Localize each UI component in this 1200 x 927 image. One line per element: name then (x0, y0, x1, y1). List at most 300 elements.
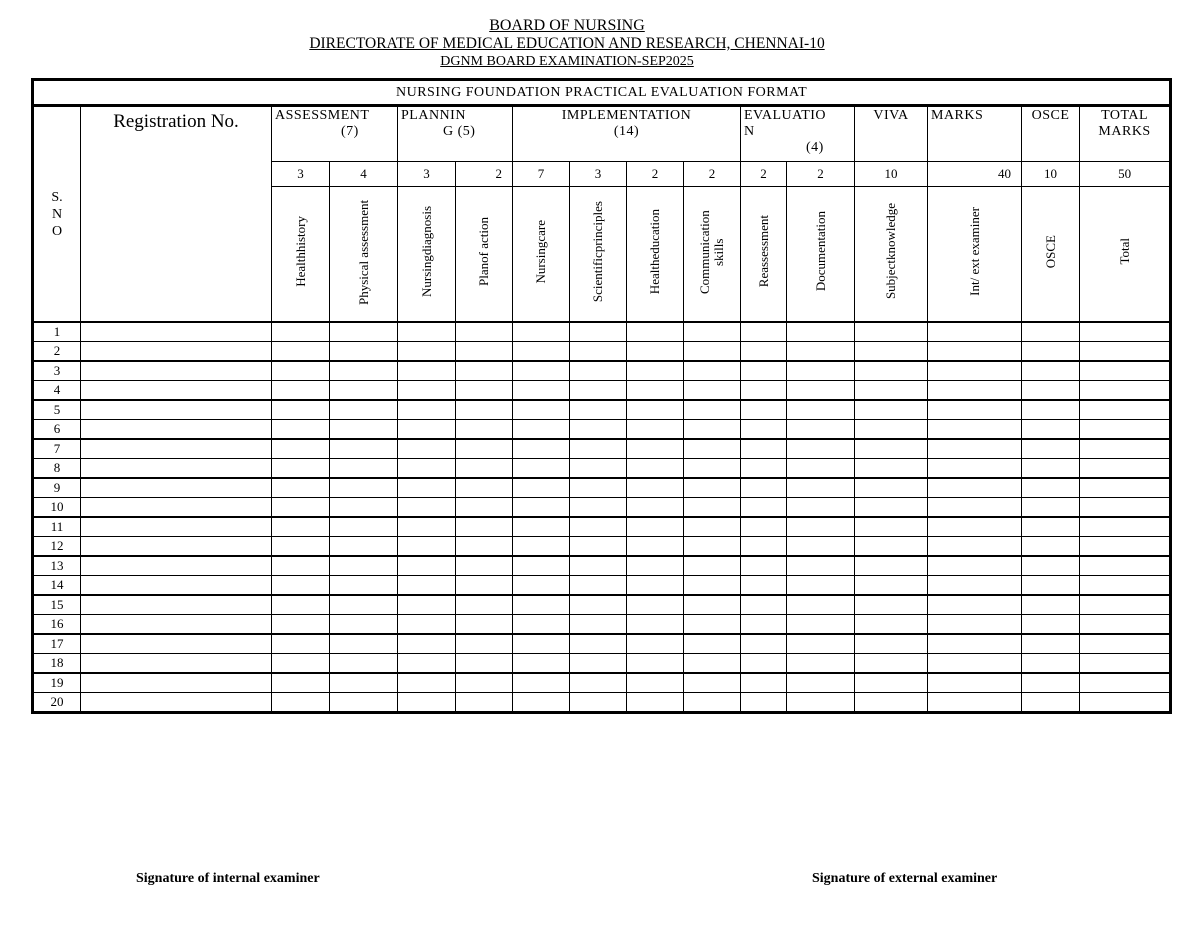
score-cell[interactable] (1022, 498, 1080, 518)
score-cell[interactable] (1080, 556, 1171, 576)
score-cell[interactable] (741, 459, 787, 479)
score-cell[interactable] (1080, 400, 1171, 420)
score-cell[interactable] (1080, 576, 1171, 596)
score-cell[interactable] (456, 439, 513, 459)
score-cell[interactable] (627, 556, 684, 576)
score-cell[interactable] (570, 595, 627, 615)
score-cell[interactable] (1022, 400, 1080, 420)
score-cell[interactable] (741, 478, 787, 498)
score-cell[interactable] (456, 673, 513, 693)
registration-cell[interactable] (81, 381, 272, 401)
score-cell[interactable] (787, 634, 855, 654)
score-cell[interactable] (456, 595, 513, 615)
score-cell[interactable] (787, 556, 855, 576)
score-cell[interactable] (1022, 478, 1080, 498)
score-cell[interactable] (330, 673, 398, 693)
score-cell[interactable] (1080, 459, 1171, 479)
score-cell[interactable] (741, 615, 787, 635)
score-cell[interactable] (1022, 615, 1080, 635)
score-cell[interactable] (928, 556, 1022, 576)
score-cell[interactable] (928, 634, 1022, 654)
score-cell[interactable] (570, 478, 627, 498)
score-cell[interactable] (855, 361, 928, 381)
score-cell[interactable] (1022, 634, 1080, 654)
score-cell[interactable] (855, 556, 928, 576)
score-cell[interactable] (787, 478, 855, 498)
score-cell[interactable] (928, 595, 1022, 615)
score-cell[interactable] (787, 459, 855, 479)
score-cell[interactable] (1022, 693, 1080, 713)
score-cell[interactable] (928, 322, 1022, 342)
score-cell[interactable] (1080, 361, 1171, 381)
score-cell[interactable] (684, 420, 741, 440)
score-cell[interactable] (787, 439, 855, 459)
registration-cell[interactable] (81, 420, 272, 440)
score-cell[interactable] (684, 654, 741, 674)
score-cell[interactable] (272, 556, 330, 576)
score-cell[interactable] (570, 498, 627, 518)
score-cell[interactable] (456, 556, 513, 576)
registration-cell[interactable] (81, 498, 272, 518)
score-cell[interactable] (741, 322, 787, 342)
score-cell[interactable] (272, 439, 330, 459)
score-cell[interactable] (513, 478, 570, 498)
registration-cell[interactable] (81, 576, 272, 596)
score-cell[interactable] (928, 654, 1022, 674)
score-cell[interactable] (330, 556, 398, 576)
score-cell[interactable] (627, 595, 684, 615)
score-cell[interactable] (928, 381, 1022, 401)
score-cell[interactable] (928, 673, 1022, 693)
score-cell[interactable] (330, 361, 398, 381)
score-cell[interactable] (1022, 361, 1080, 381)
score-cell[interactable] (330, 654, 398, 674)
score-cell[interactable] (684, 361, 741, 381)
registration-cell[interactable] (81, 361, 272, 381)
score-cell[interactable] (513, 615, 570, 635)
score-cell[interactable] (398, 576, 456, 596)
score-cell[interactable] (456, 478, 513, 498)
score-cell[interactable] (787, 654, 855, 674)
score-cell[interactable] (627, 673, 684, 693)
score-cell[interactable] (1080, 615, 1171, 635)
score-cell[interactable] (928, 498, 1022, 518)
score-cell[interactable] (787, 673, 855, 693)
score-cell[interactable] (456, 322, 513, 342)
registration-cell[interactable] (81, 693, 272, 713)
score-cell[interactable] (741, 361, 787, 381)
score-cell[interactable] (1022, 576, 1080, 596)
score-cell[interactable] (456, 517, 513, 537)
score-cell[interactable] (1080, 634, 1171, 654)
score-cell[interactable] (398, 498, 456, 518)
score-cell[interactable] (855, 400, 928, 420)
score-cell[interactable] (1022, 381, 1080, 401)
score-cell[interactable] (855, 498, 928, 518)
score-cell[interactable] (741, 498, 787, 518)
score-cell[interactable] (456, 420, 513, 440)
score-cell[interactable] (513, 693, 570, 713)
score-cell[interactable] (1080, 654, 1171, 674)
score-cell[interactable] (398, 615, 456, 635)
score-cell[interactable] (787, 361, 855, 381)
score-cell[interactable] (398, 322, 456, 342)
score-cell[interactable] (456, 498, 513, 518)
score-cell[interactable] (456, 654, 513, 674)
score-cell[interactable] (330, 498, 398, 518)
score-cell[interactable] (570, 381, 627, 401)
score-cell[interactable] (330, 595, 398, 615)
score-cell[interactable] (513, 576, 570, 596)
score-cell[interactable] (855, 673, 928, 693)
score-cell[interactable] (855, 381, 928, 401)
score-cell[interactable] (398, 654, 456, 674)
score-cell[interactable] (272, 693, 330, 713)
score-cell[interactable] (741, 673, 787, 693)
score-cell[interactable] (1022, 420, 1080, 440)
score-cell[interactable] (1080, 537, 1171, 557)
registration-cell[interactable] (81, 537, 272, 557)
score-cell[interactable] (684, 459, 741, 479)
score-cell[interactable] (741, 342, 787, 362)
score-cell[interactable] (627, 381, 684, 401)
score-cell[interactable] (513, 342, 570, 362)
registration-cell[interactable] (81, 439, 272, 459)
registration-cell[interactable] (81, 615, 272, 635)
score-cell[interactable] (684, 595, 741, 615)
score-cell[interactable] (627, 342, 684, 362)
score-cell[interactable] (855, 576, 928, 596)
score-cell[interactable] (570, 439, 627, 459)
registration-cell[interactable] (81, 595, 272, 615)
score-cell[interactable] (787, 537, 855, 557)
score-cell[interactable] (928, 517, 1022, 537)
score-cell[interactable] (398, 400, 456, 420)
score-cell[interactable] (787, 322, 855, 342)
score-cell[interactable] (456, 361, 513, 381)
score-cell[interactable] (330, 537, 398, 557)
score-cell[interactable] (787, 615, 855, 635)
score-cell[interactable] (684, 322, 741, 342)
score-cell[interactable] (684, 537, 741, 557)
score-cell[interactable] (398, 420, 456, 440)
score-cell[interactable] (513, 381, 570, 401)
score-cell[interactable] (928, 459, 1022, 479)
score-cell[interactable] (1022, 439, 1080, 459)
score-cell[interactable] (330, 693, 398, 713)
score-cell[interactable] (330, 478, 398, 498)
score-cell[interactable] (787, 517, 855, 537)
score-cell[interactable] (1022, 517, 1080, 537)
score-cell[interactable] (627, 361, 684, 381)
score-cell[interactable] (330, 439, 398, 459)
score-cell[interactable] (398, 556, 456, 576)
score-cell[interactable] (684, 615, 741, 635)
score-cell[interactable] (928, 439, 1022, 459)
score-cell[interactable] (855, 517, 928, 537)
score-cell[interactable] (741, 517, 787, 537)
score-cell[interactable] (741, 400, 787, 420)
score-cell[interactable] (1022, 556, 1080, 576)
score-cell[interactable] (513, 517, 570, 537)
score-cell[interactable] (1080, 420, 1171, 440)
score-cell[interactable] (398, 634, 456, 654)
score-cell[interactable] (272, 498, 330, 518)
score-cell[interactable] (330, 322, 398, 342)
score-cell[interactable] (330, 342, 398, 362)
registration-cell[interactable] (81, 673, 272, 693)
score-cell[interactable] (627, 693, 684, 713)
score-cell[interactable] (570, 342, 627, 362)
score-cell[interactable] (513, 400, 570, 420)
registration-cell[interactable] (81, 556, 272, 576)
score-cell[interactable] (741, 556, 787, 576)
score-cell[interactable] (627, 634, 684, 654)
score-cell[interactable] (570, 400, 627, 420)
score-cell[interactable] (272, 322, 330, 342)
score-cell[interactable] (627, 537, 684, 557)
score-cell[interactable] (627, 439, 684, 459)
score-cell[interactable] (570, 322, 627, 342)
score-cell[interactable] (787, 381, 855, 401)
score-cell[interactable] (456, 400, 513, 420)
score-cell[interactable] (855, 420, 928, 440)
score-cell[interactable] (272, 459, 330, 479)
score-cell[interactable] (741, 654, 787, 674)
score-cell[interactable] (570, 517, 627, 537)
score-cell[interactable] (1022, 595, 1080, 615)
score-cell[interactable] (1080, 517, 1171, 537)
score-cell[interactable] (684, 693, 741, 713)
score-cell[interactable] (684, 400, 741, 420)
score-cell[interactable] (330, 459, 398, 479)
score-cell[interactable] (1022, 537, 1080, 557)
score-cell[interactable] (513, 654, 570, 674)
score-cell[interactable] (272, 400, 330, 420)
score-cell[interactable] (570, 459, 627, 479)
score-cell[interactable] (330, 615, 398, 635)
score-cell[interactable] (513, 634, 570, 654)
score-cell[interactable] (456, 381, 513, 401)
score-cell[interactable] (1022, 322, 1080, 342)
score-cell[interactable] (1022, 673, 1080, 693)
score-cell[interactable] (1080, 439, 1171, 459)
score-cell[interactable] (272, 517, 330, 537)
score-cell[interactable] (684, 517, 741, 537)
score-cell[interactable] (272, 342, 330, 362)
score-cell[interactable] (1080, 322, 1171, 342)
score-cell[interactable] (570, 673, 627, 693)
score-cell[interactable] (330, 400, 398, 420)
score-cell[interactable] (398, 693, 456, 713)
score-cell[interactable] (787, 498, 855, 518)
score-cell[interactable] (570, 615, 627, 635)
score-cell[interactable] (272, 537, 330, 557)
score-cell[interactable] (928, 342, 1022, 362)
score-cell[interactable] (272, 420, 330, 440)
score-cell[interactable] (855, 537, 928, 557)
score-cell[interactable] (787, 693, 855, 713)
registration-cell[interactable] (81, 654, 272, 674)
score-cell[interactable] (456, 459, 513, 479)
score-cell[interactable] (272, 673, 330, 693)
score-cell[interactable] (855, 322, 928, 342)
score-cell[interactable] (513, 439, 570, 459)
score-cell[interactable] (928, 400, 1022, 420)
score-cell[interactable] (398, 381, 456, 401)
score-cell[interactable] (684, 673, 741, 693)
score-cell[interactable] (684, 576, 741, 596)
registration-cell[interactable] (81, 517, 272, 537)
score-cell[interactable] (855, 342, 928, 362)
score-cell[interactable] (787, 420, 855, 440)
score-cell[interactable] (1080, 478, 1171, 498)
score-cell[interactable] (456, 615, 513, 635)
score-cell[interactable] (855, 459, 928, 479)
score-cell[interactable] (928, 537, 1022, 557)
score-cell[interactable] (456, 634, 513, 654)
score-cell[interactable] (330, 517, 398, 537)
score-cell[interactable] (570, 420, 627, 440)
score-cell[interactable] (456, 537, 513, 557)
registration-cell[interactable] (81, 459, 272, 479)
score-cell[interactable] (855, 634, 928, 654)
score-cell[interactable] (787, 576, 855, 596)
score-cell[interactable] (570, 654, 627, 674)
score-cell[interactable] (741, 595, 787, 615)
score-cell[interactable] (398, 439, 456, 459)
score-cell[interactable] (330, 634, 398, 654)
score-cell[interactable] (272, 576, 330, 596)
score-cell[interactable] (513, 537, 570, 557)
score-cell[interactable] (330, 576, 398, 596)
score-cell[interactable] (928, 576, 1022, 596)
score-cell[interactable] (398, 361, 456, 381)
score-cell[interactable] (741, 576, 787, 596)
score-cell[interactable] (787, 400, 855, 420)
score-cell[interactable] (570, 693, 627, 713)
score-cell[interactable] (684, 342, 741, 362)
score-cell[interactable] (272, 478, 330, 498)
score-cell[interactable] (398, 459, 456, 479)
score-cell[interactable] (928, 478, 1022, 498)
score-cell[interactable] (741, 439, 787, 459)
score-cell[interactable] (928, 420, 1022, 440)
score-cell[interactable] (398, 673, 456, 693)
score-cell[interactable] (513, 673, 570, 693)
score-cell[interactable] (272, 595, 330, 615)
score-cell[interactable] (627, 400, 684, 420)
score-cell[interactable] (684, 478, 741, 498)
score-cell[interactable] (272, 361, 330, 381)
score-cell[interactable] (741, 420, 787, 440)
score-cell[interactable] (684, 634, 741, 654)
score-cell[interactable] (570, 576, 627, 596)
score-cell[interactable] (398, 342, 456, 362)
score-cell[interactable] (513, 556, 570, 576)
score-cell[interactable] (741, 693, 787, 713)
score-cell[interactable] (928, 693, 1022, 713)
score-cell[interactable] (684, 381, 741, 401)
score-cell[interactable] (855, 615, 928, 635)
score-cell[interactable] (1080, 498, 1171, 518)
registration-cell[interactable] (81, 322, 272, 342)
score-cell[interactable] (741, 537, 787, 557)
score-cell[interactable] (684, 556, 741, 576)
score-cell[interactable] (627, 517, 684, 537)
score-cell[interactable] (570, 556, 627, 576)
score-cell[interactable] (855, 439, 928, 459)
score-cell[interactable] (570, 634, 627, 654)
score-cell[interactable] (398, 537, 456, 557)
score-cell[interactable] (787, 595, 855, 615)
score-cell[interactable] (684, 498, 741, 518)
score-cell[interactable] (456, 693, 513, 713)
score-cell[interactable] (513, 322, 570, 342)
score-cell[interactable] (272, 654, 330, 674)
score-cell[interactable] (684, 439, 741, 459)
score-cell[interactable] (627, 498, 684, 518)
score-cell[interactable] (330, 420, 398, 440)
registration-cell[interactable] (81, 400, 272, 420)
score-cell[interactable] (456, 576, 513, 596)
score-cell[interactable] (272, 634, 330, 654)
score-cell[interactable] (855, 654, 928, 674)
score-cell[interactable] (570, 537, 627, 557)
score-cell[interactable] (627, 615, 684, 635)
score-cell[interactable] (1022, 459, 1080, 479)
score-cell[interactable] (272, 615, 330, 635)
score-cell[interactable] (627, 576, 684, 596)
score-cell[interactable] (1080, 693, 1171, 713)
score-cell[interactable] (330, 381, 398, 401)
score-cell[interactable] (741, 634, 787, 654)
score-cell[interactable] (513, 595, 570, 615)
score-cell[interactable] (627, 322, 684, 342)
score-cell[interactable] (1080, 673, 1171, 693)
score-cell[interactable] (513, 420, 570, 440)
score-cell[interactable] (741, 381, 787, 401)
score-cell[interactable] (1022, 342, 1080, 362)
registration-cell[interactable] (81, 478, 272, 498)
score-cell[interactable] (398, 478, 456, 498)
score-cell[interactable] (513, 361, 570, 381)
score-cell[interactable] (855, 478, 928, 498)
score-cell[interactable] (627, 654, 684, 674)
score-cell[interactable] (1080, 595, 1171, 615)
score-cell[interactable] (1080, 342, 1171, 362)
score-cell[interactable] (1080, 381, 1171, 401)
registration-cell[interactable] (81, 342, 272, 362)
score-cell[interactable] (787, 342, 855, 362)
score-cell[interactable] (398, 517, 456, 537)
score-cell[interactable] (513, 498, 570, 518)
score-cell[interactable] (398, 595, 456, 615)
score-cell[interactable] (855, 693, 928, 713)
score-cell[interactable] (570, 361, 627, 381)
score-cell[interactable] (928, 615, 1022, 635)
score-cell[interactable] (456, 342, 513, 362)
score-cell[interactable] (627, 420, 684, 440)
score-cell[interactable] (513, 459, 570, 479)
score-cell[interactable] (272, 381, 330, 401)
score-cell[interactable] (1022, 654, 1080, 674)
score-cell[interactable] (627, 478, 684, 498)
registration-cell[interactable] (81, 634, 272, 654)
score-cell[interactable] (928, 361, 1022, 381)
score-cell[interactable] (855, 595, 928, 615)
score-cell[interactable] (627, 459, 684, 479)
